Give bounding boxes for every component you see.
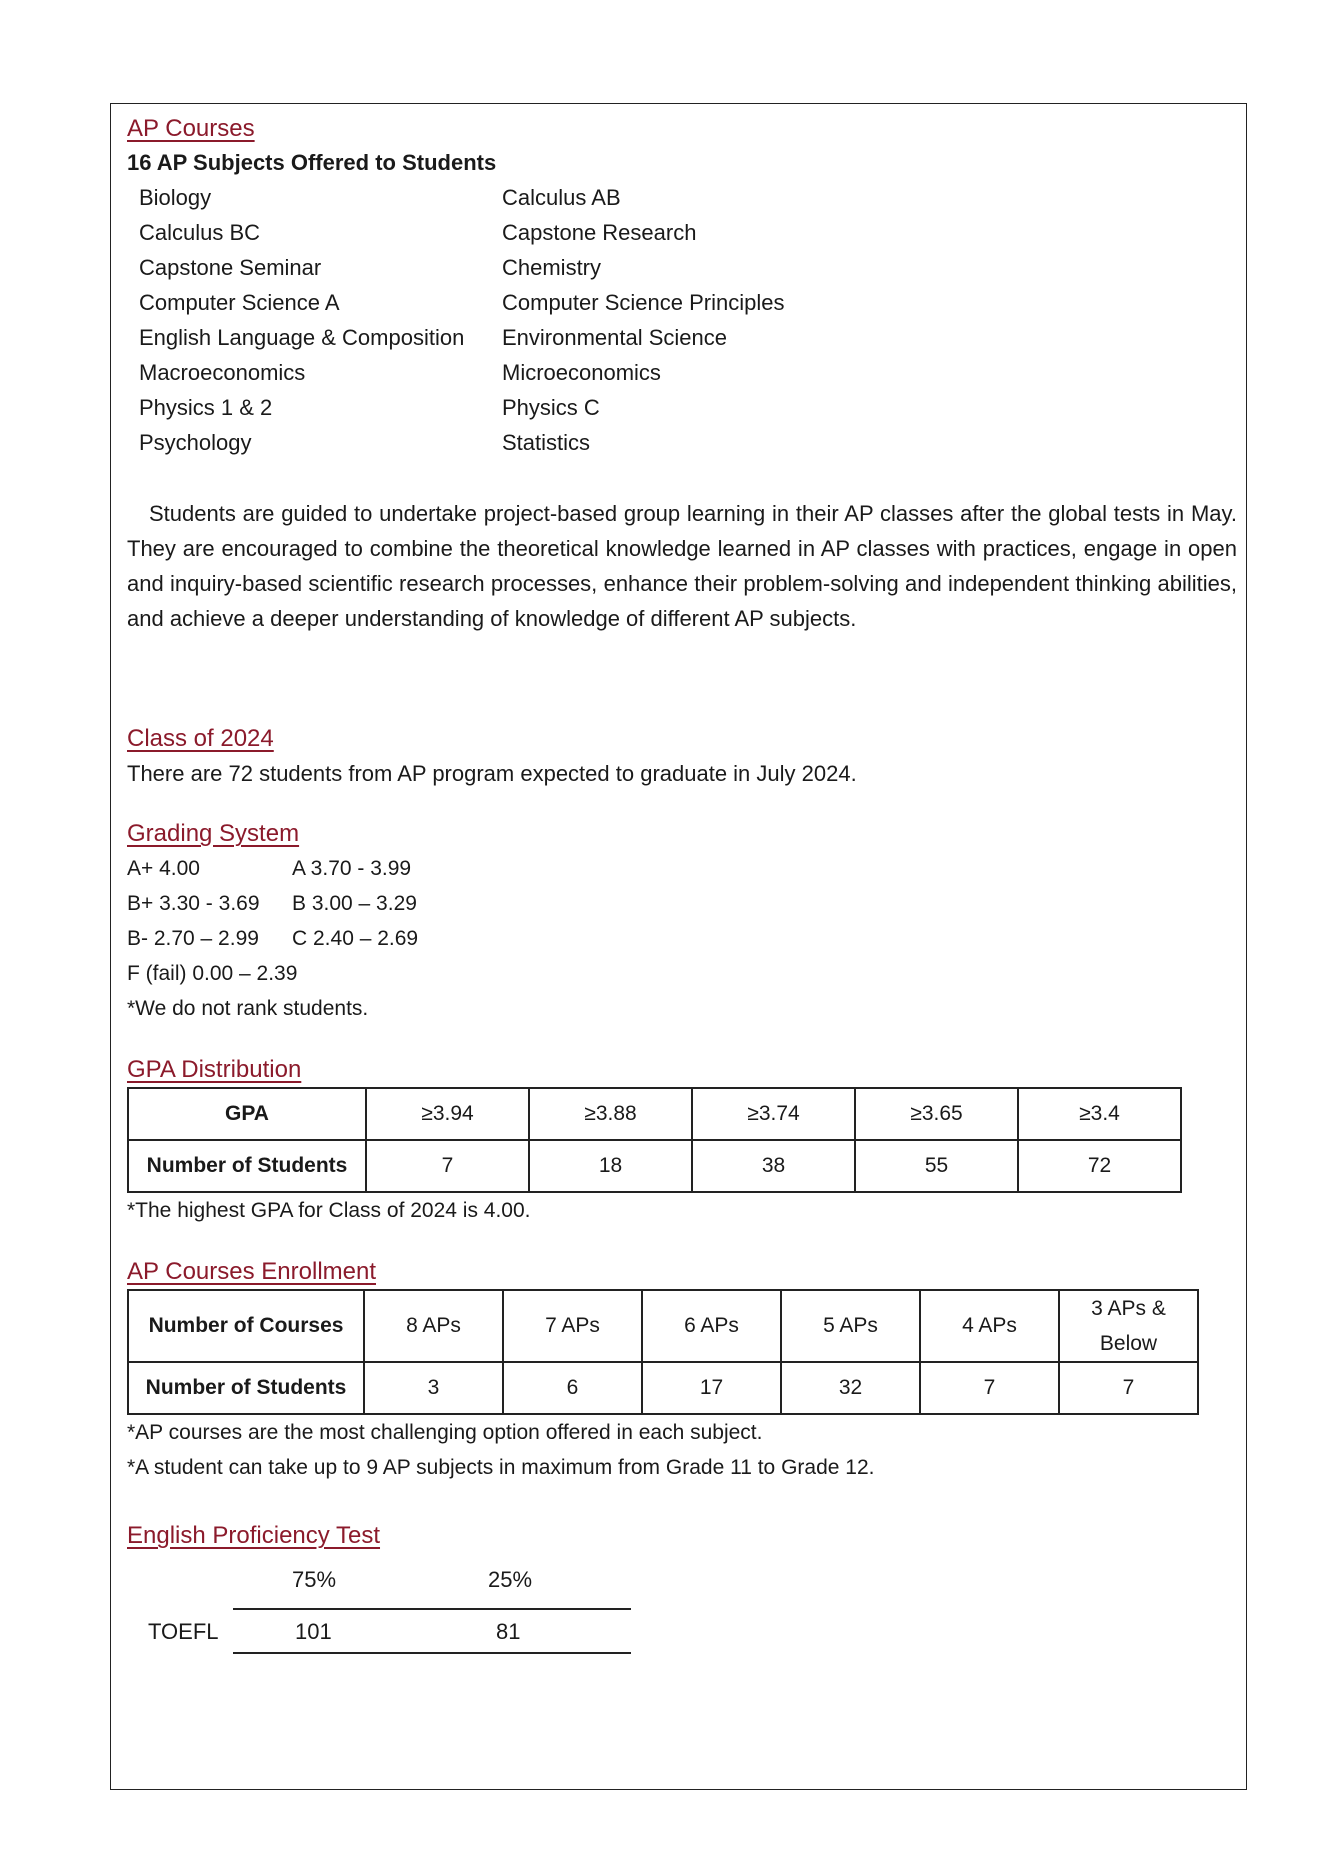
subject-item: Computer Science A [139, 290, 340, 315]
gpa-distribution-heading: GPA Distribution [127, 1056, 302, 1083]
subject-item: Physics 1 & 2 [139, 395, 273, 420]
subject-item: Calculus AB [502, 185, 621, 210]
toefl-75-value: 101 [295, 1619, 332, 1644]
subject-item: Chemistry [502, 255, 602, 280]
highest-gpa-note: *The highest GPA for Class of 2024 is 4.00. [127, 1199, 531, 1222]
class-of-2024-text: There are 72 students from AP program expected to graduate in July 2024. [127, 761, 857, 786]
grade-item: A 3.70 - 3.99 [292, 857, 412, 880]
table-cell: 6 APs [642, 1290, 781, 1362]
subject-item: Calculus BC [139, 220, 261, 245]
subject-item: Statistics [502, 430, 591, 455]
toefl-top-rule [233, 1608, 631, 1610]
table-cell: ≥3.65 [855, 1088, 1018, 1140]
table-cell [1059, 1290, 1198, 1362]
subject-item: Computer Science Principles [502, 290, 785, 315]
no-rank-note: *We do not rank students. [127, 997, 369, 1020]
toefl-25-value: 81 [496, 1619, 521, 1644]
subject-item: Psychology [139, 430, 252, 455]
table-cell: 4 APs [920, 1290, 1059, 1362]
ap-subjects-subheading: 16 AP Subjects Offered to Students [127, 150, 497, 175]
grading-scale [127, 851, 1237, 956]
table-cell: 32 [781, 1362, 920, 1414]
table-cell: ≥3.74 [692, 1088, 855, 1140]
table-cell: 18 [529, 1140, 692, 1192]
ap-enrollment-heading: AP Courses Enrollment [127, 1258, 376, 1285]
table-cell: ≥3.94 [366, 1088, 529, 1140]
ap-subjects-list [127, 180, 1237, 460]
table-cell: ≥3.88 [529, 1088, 692, 1140]
grade-item: B- 2.70 – 2.99 [127, 927, 259, 950]
table-cell: 3 [364, 1362, 503, 1414]
gpa-distribution-table [127, 1087, 1182, 1193]
toefl-bottom-rule [233, 1652, 631, 1654]
toefl-table [127, 1553, 1237, 1693]
table-cell: 72 [1018, 1140, 1181, 1192]
ap-courses-heading: AP Courses [127, 115, 255, 142]
grade-fail: F (fail) 0.00 – 2.39 [127, 962, 298, 985]
subject-item: Environmental Science [502, 325, 728, 350]
subject-item: Microeconomics [502, 360, 661, 385]
table-cell: 7 [920, 1362, 1059, 1414]
cell-line: 3 APs & [1091, 1297, 1166, 1320]
subject-item: Capstone Seminar [139, 255, 322, 280]
subject-item: Macroeconomics [139, 360, 306, 385]
grade-item: B 3.00 – 3.29 [292, 892, 417, 915]
table-cell: 17 [642, 1362, 781, 1414]
table-cell: ≥3.4 [1018, 1088, 1181, 1140]
class-of-2024-heading: Class of 2024 [127, 725, 274, 752]
toefl-label: TOEFL [148, 1619, 219, 1644]
ap-max-note: *A student can take up to 9 AP subjects in maximum from Grade 11 to Grade 12. [127, 1456, 875, 1479]
subject-item: Physics C [502, 395, 600, 420]
subject-item: Biology [139, 185, 212, 210]
table-row [128, 1362, 1198, 1414]
subject-item: English Language & Composition [139, 325, 465, 350]
table-cell: 7 [366, 1140, 529, 1192]
toefl-col-75: 75% [292, 1567, 337, 1592]
table-row [128, 1088, 1181, 1140]
grade-item: A+ 4.00 [127, 857, 200, 880]
table-cell: 6 [503, 1362, 642, 1414]
table-cell: 7 [1059, 1362, 1198, 1414]
english-test-heading: English Proficiency Test [127, 1522, 381, 1549]
document-content [127, 112, 1237, 1693]
table-row-header: Number of Courses [128, 1290, 364, 1362]
ap-learning-paragraph: Students are guided to undertake project-based group learning in their AP classes after the global tests in May. They are encouraged to combine the theoretical knowledge learned in AP classes with practices, engage in open and inquiry-based scientific research processes, enhance their problem-solving and independent thinking abilities, and achieve a deeper understanding of knowledge of different AP subjects. [127, 501, 1237, 631]
table-row-header: Number of Students [128, 1362, 364, 1414]
grade-item: B+ 3.30 - 3.69 [127, 892, 260, 915]
grading-system-heading: Grading System [127, 820, 300, 847]
table-cell: 8 APs [364, 1290, 503, 1362]
table-cell: 55 [855, 1140, 1018, 1192]
table-row [128, 1140, 1181, 1192]
table-row-header: GPA [128, 1088, 366, 1140]
table-cell: 7 APs [503, 1290, 642, 1362]
table-row-header: Number of Students [128, 1140, 366, 1192]
toefl-col-25: 25% [488, 1567, 533, 1592]
table-cell: 5 APs [781, 1290, 920, 1362]
subject-item: Capstone Research [502, 220, 697, 245]
table-row [128, 1290, 1198, 1362]
grade-item: C 2.40 – 2.69 [292, 927, 419, 950]
ap-enrollment-table [127, 1289, 1199, 1415]
ap-challenge-note: *AP courses are the most challenging option offered in each subject. [127, 1421, 763, 1444]
table-cell: 38 [692, 1140, 855, 1192]
cell-line: Below [1099, 1332, 1158, 1355]
